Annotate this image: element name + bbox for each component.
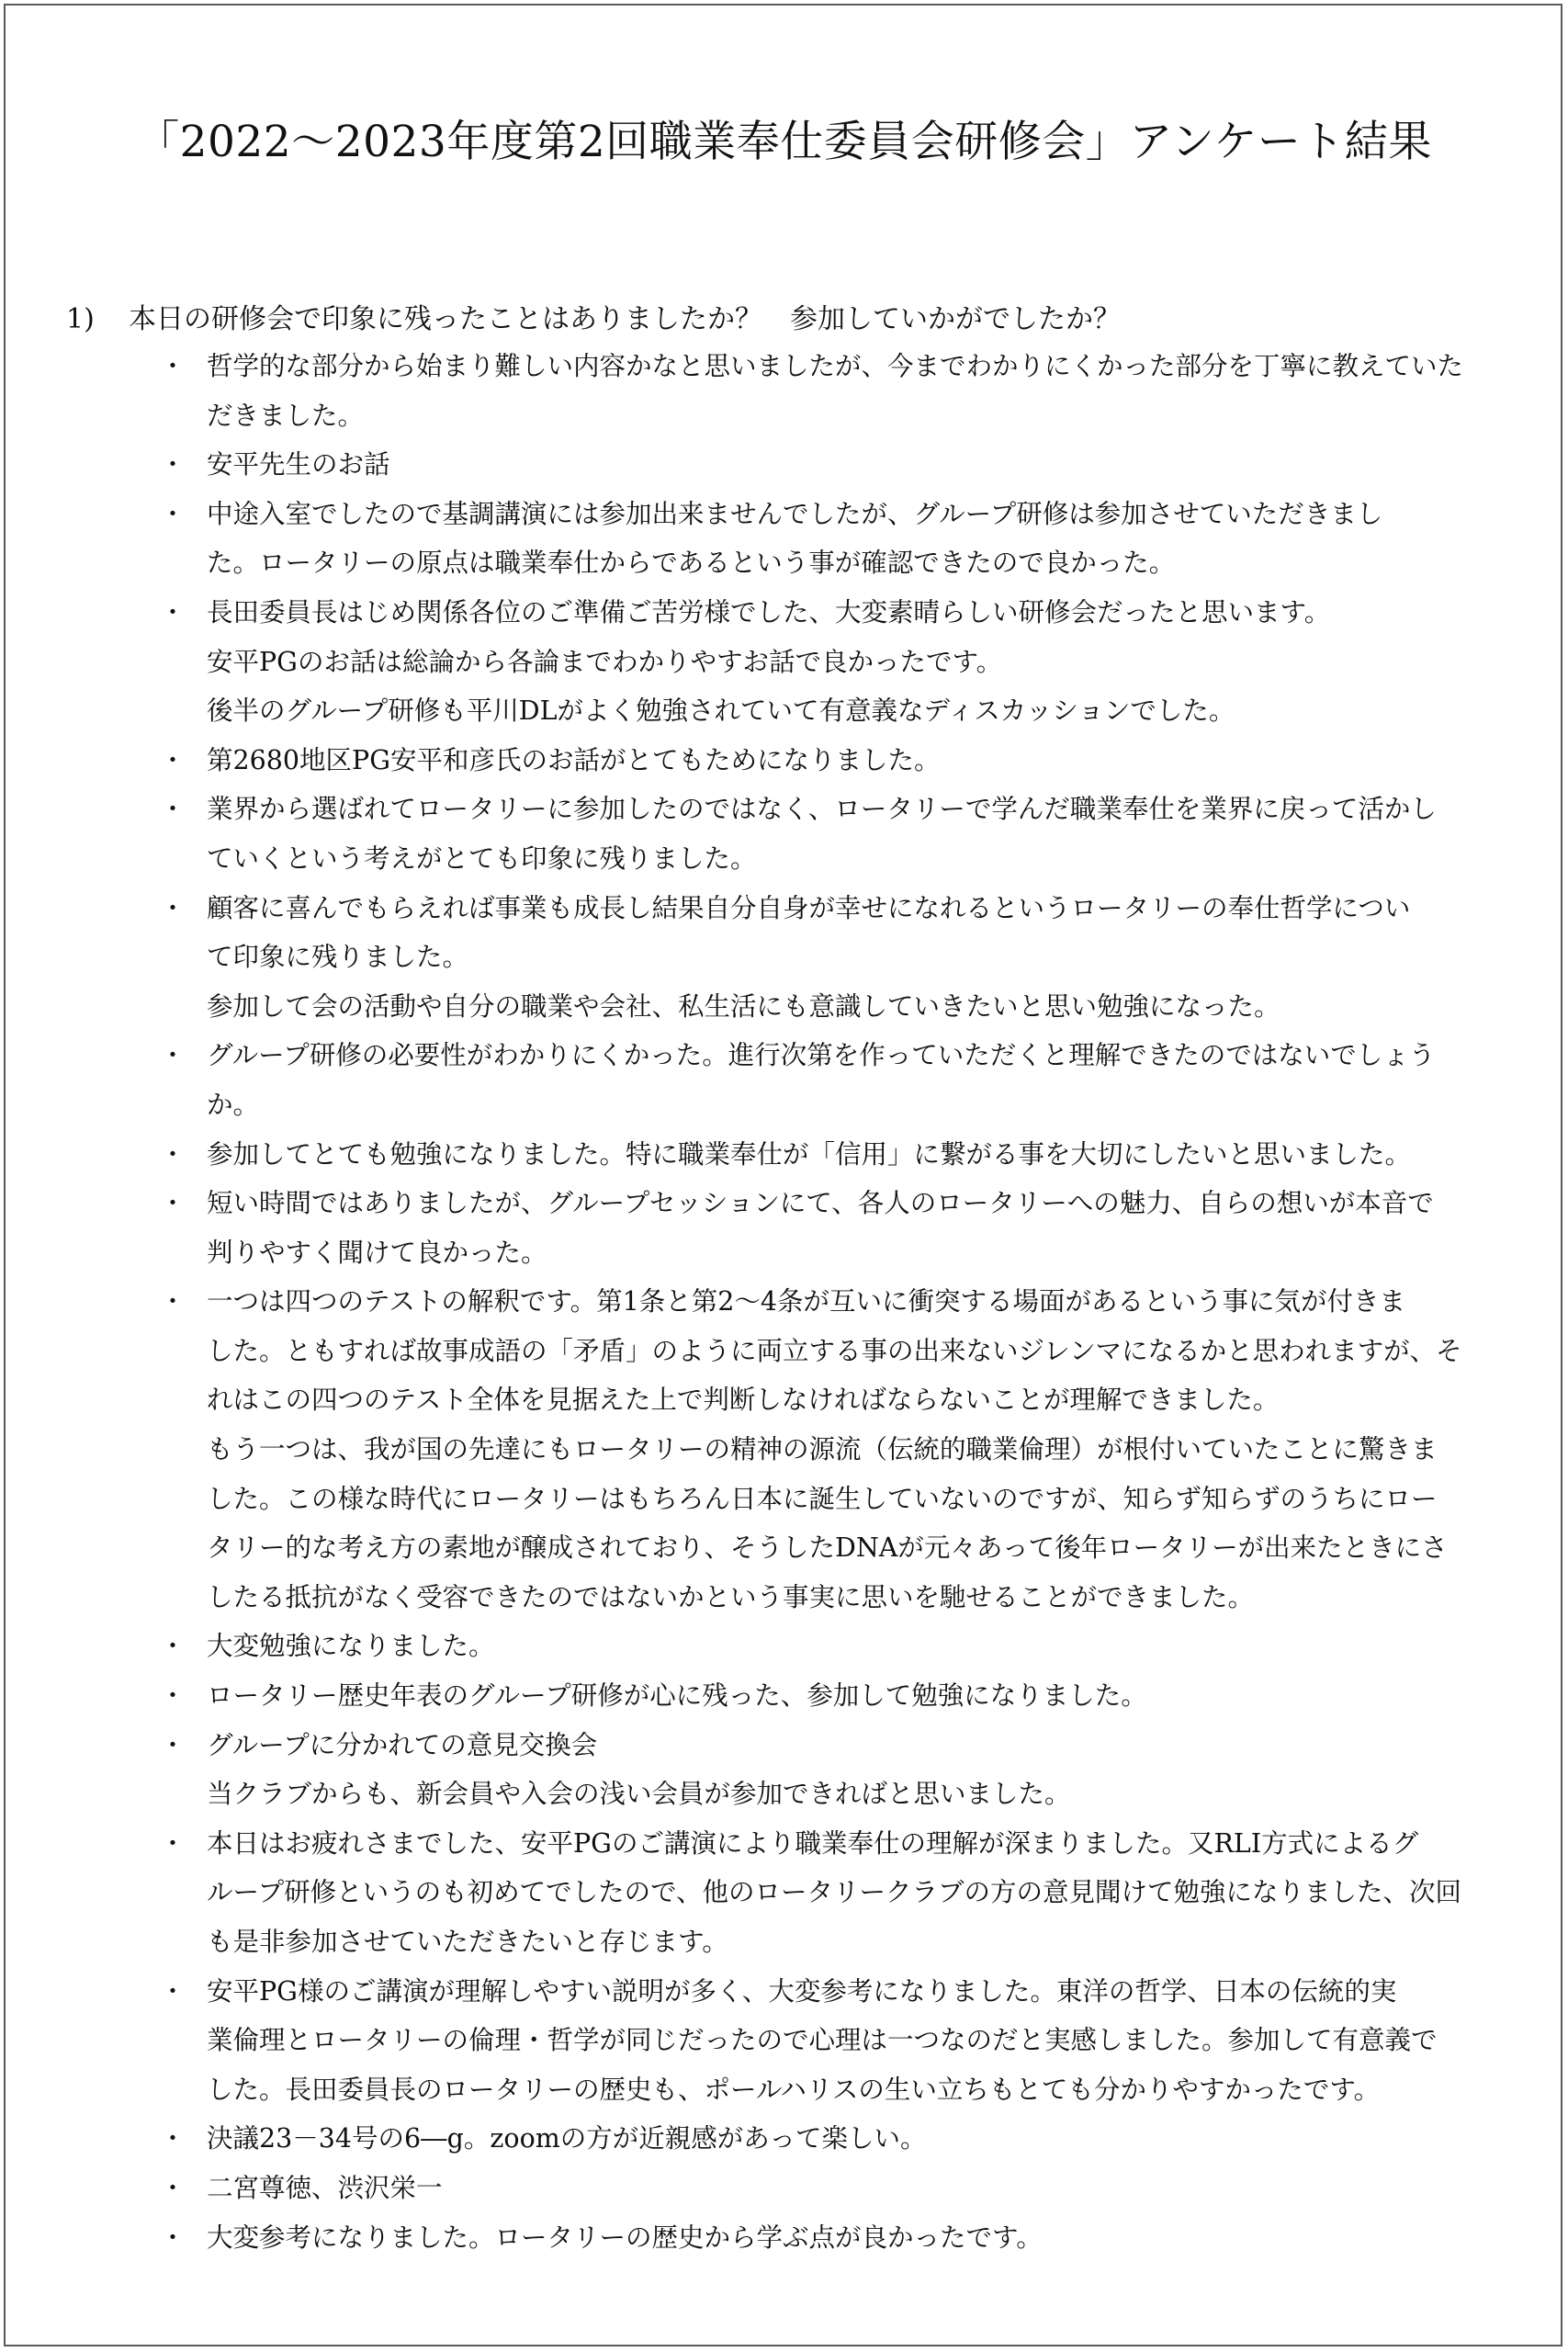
answer-item (138, 785, 1497, 883)
answer-text: 参加してとても勉強になりました。特に職業奉仕が「信用」に繋がる事を大切にしたいと思いました。 (207, 1138, 1412, 1170)
answer-text: 長田委員長はじめ関係各位のご準備ご苦労様でした、大変素晴らしい研修会だったと思います。 安平PGのお話は総論から各論までわかりやすお話で良かったです。 後半のグループ研修も平川DLがよく勉強されていて有意義なディスカッションでした。 (207, 596, 1331, 727)
answer-item (138, 1622, 1497, 1671)
bullet-icon: ・ (160, 794, 186, 825)
answer-item (138, 1967, 1497, 2115)
answer-text: 決議23－34号の6―g。zoomの方が近親感があって楽しい。 (207, 2123, 927, 2154)
answer-item (138, 2164, 1497, 2213)
bullet-icon: ・ (160, 2172, 186, 2203)
answer-item (138, 884, 1497, 1032)
bullet-icon: ・ (160, 1680, 186, 1712)
bullet-icon: ・ (160, 1138, 186, 1170)
answer-item (138, 1671, 1497, 1721)
answer-item (138, 2114, 1497, 2164)
answer-item (138, 1031, 1497, 1129)
bullet-icon: ・ (160, 1188, 186, 1219)
question-1 (66, 294, 1121, 345)
bullet-icon: ・ (160, 1975, 186, 2007)
question-number: 1) (66, 303, 95, 335)
answer-item (138, 1721, 1497, 1819)
answer-text: 二宮尊徳、渋沢栄一 (207, 2172, 443, 2203)
answer-item (138, 342, 1497, 440)
answer-item (138, 588, 1497, 736)
bullet-icon: ・ (160, 1286, 186, 1317)
answer-text: 中途入室でしたので基調講演には参加出来ませんでしたが、グループ研修は参加させていただきまし た。ロータリーの原点は職業奉仕からであるという事が確認できたので良かった。 (207, 498, 1383, 579)
question-text: 本日の研修会で印象に残ったことはありましたか？ 参加していかがでしたか？ (129, 303, 1121, 335)
bullet-icon: ・ (160, 596, 186, 628)
answer-text: 大変参考になりました。ロータリーの歴史から学ぶ点が良かったです。 (207, 2222, 1043, 2253)
page-title: 「2022～2023年度第2回職業奉仕委員会研修会」アンケート結果 (136, 117, 1432, 167)
answer-text: グループに分かれての意見交換会 当クラブからも、新会員や入会の浅い会員が参加できればと思いました。 (207, 1729, 1071, 1810)
answer-item (138, 1819, 1497, 1967)
answer-text: 哲学的な部分から始まり難しい内容かなと思いましたが、今までわかりにくかった部分を丁寧に教えていた だきました。 (207, 351, 1464, 431)
answer-list (138, 342, 1497, 2262)
bullet-icon: ・ (160, 351, 186, 381)
bullet-icon: ・ (160, 1827, 186, 1859)
answer-text: 短い時間ではありましたが、グループセッションにて、各人のロータリーへの魅力、自らの想いが本音で 判りやすく聞けて良かった。 (207, 1188, 1434, 1268)
bullet-icon: ・ (160, 892, 186, 923)
bullet-icon: ・ (160, 498, 186, 529)
answer-item (138, 440, 1497, 490)
answer-item (138, 490, 1497, 588)
answer-item (138, 2213, 1497, 2263)
bullet-icon: ・ (160, 449, 186, 481)
bullet-icon: ・ (160, 1040, 186, 1071)
answer-item (138, 1277, 1497, 1622)
answer-text: 業界から選ばれてロータリーに参加したのではなく、ロータリーで学んだ職業奉仕を業界に戻って活かし ていくという考えがとても印象に残りました。 (207, 794, 1437, 874)
bullet-icon: ・ (160, 1729, 186, 1760)
answer-text: 第2680地区PG安平和彦氏のお話がとてもためになりました。 (207, 744, 941, 775)
answer-item (138, 1130, 1497, 1180)
bullet-icon: ・ (160, 2123, 186, 2154)
answer-text: ロータリー歴史年表のグループ研修が心に残った、参加して勉強になりました。 (207, 1680, 1147, 1712)
answer-text: 本日はお疲れさまでした、安平PGのご講演により職業奉仕の理解が深まりました。又RLI方式によるグ ループ研修というのも初めてでしたので、他のロータリークラブの方の意見聞けて勉強になりました、次回 も是非参加させていただきたいと存じます。 (207, 1827, 1462, 1957)
bullet-icon: ・ (160, 1631, 186, 1662)
answer-text: 顧客に喜んでもらえれば事業も成長し結果自分自身が幸せになれるというロータリーの奉仕哲学につい て印象に残りました。 参加して会の活動や自分の職業や会社、私生活にも意識していきたいと思い勉強になった。 (207, 892, 1411, 1022)
answer-item (138, 1179, 1497, 1277)
answer-text: 大変勉強になりました。 (207, 1631, 495, 1662)
answer-text: 安平先生のお話 (207, 449, 390, 481)
answer-text: 安平PG様のご講演が理解しやすい説明が多く、大変参考になりました。東洋の哲学、日本の伝統的実 業倫理とロータリーの倫理・哲学が同じだったので心理は一つなのだと実感しました。参加して有意義で した。長田委員長のロータリーの歴史も、ポールハリスの生い立ちもとても分かりやすかったです。 (207, 1975, 1438, 2105)
bullet-icon: ・ (160, 2222, 186, 2253)
bullet-icon: ・ (160, 744, 186, 775)
answer-text: グループ研修の必要性がわかりにくかった。進行次第を作っていただくと理解できたのではないでしょう か。 (207, 1040, 1436, 1120)
answer-text: 一つは四つのテストの解釈です。第1条と第2～4条が互いに衝突する場面があるという事に気が付きま した。ともすれば故事成語の「矛盾」のように両立する事の出来ないジレンマになるかと思われますが、そ れはこの四つのテスト全体を見据えた上で判断しなければならないことが理解できました。 もう一つは、我が国の先達にもロータリーの精神の源流（伝統的職業倫理）が根付いていたことに驚きま した。この様な時代にロータリーはもちろん日本に誕生していないのですが、知らず知らずのうちにロー タリー的な考え方の素地が醸成されており、そうしたDNAが元々あって後年ロータリーが出来たときにさ したる抵抗がなく受容できたのではないかという事実に思いを馳せることができました。 (207, 1286, 1462, 1612)
answer-item (138, 736, 1497, 786)
